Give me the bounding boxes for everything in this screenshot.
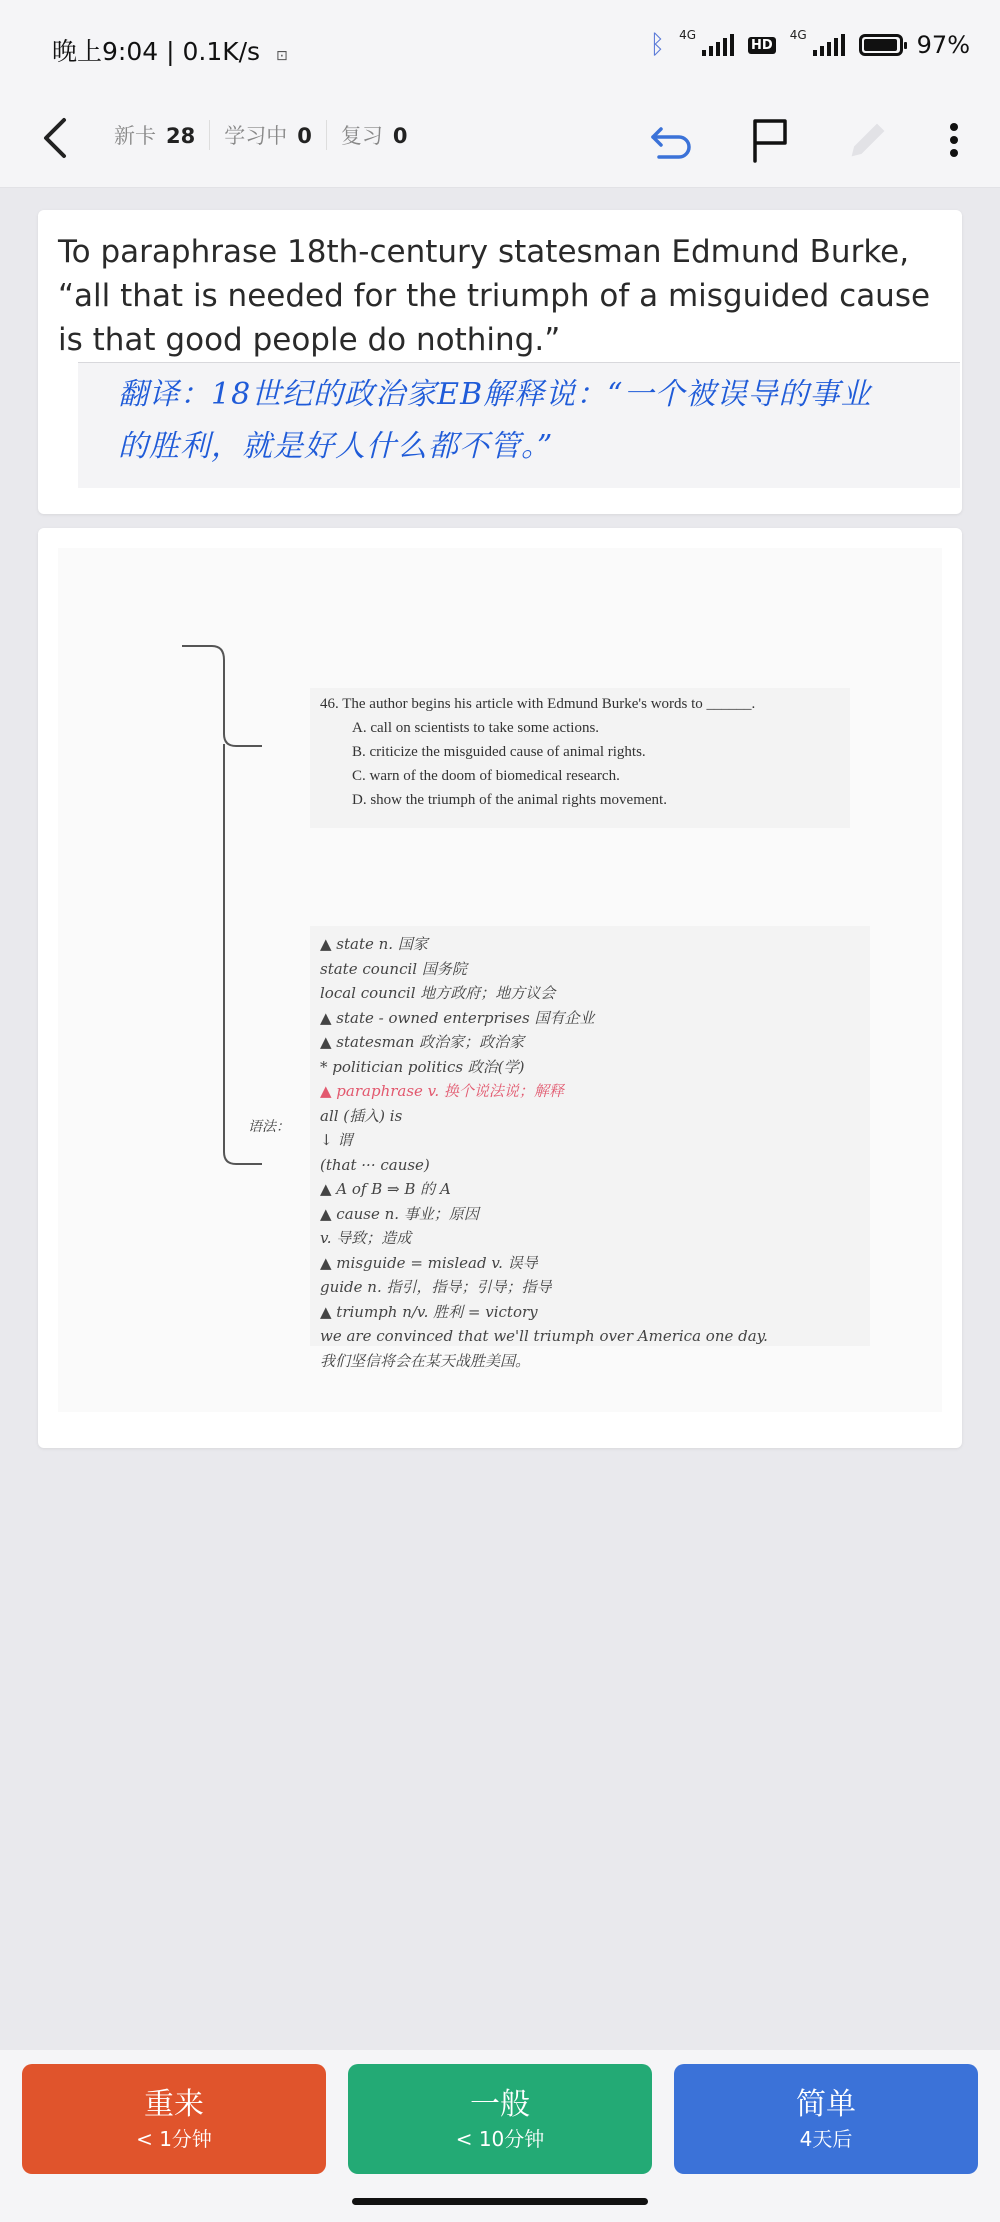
note-line: ↓ 谓 xyxy=(320,1131,353,1149)
option-b: B. criticize the misguided cause of animal rights. xyxy=(352,744,646,760)
learning-label: 学习中 xyxy=(224,124,288,148)
note-line: ▲ paraphrase v. 换个说法说；解释 xyxy=(320,1082,564,1100)
deck-counts xyxy=(114,120,421,150)
network-speed: 0.1K/s xyxy=(182,37,261,66)
question-block xyxy=(310,688,850,828)
bracket-line xyxy=(182,644,262,1174)
option-d: D. show the triumph of the animal rights movement. xyxy=(352,792,667,808)
again-label: 重来 xyxy=(144,2087,204,2122)
good-label: 一般 xyxy=(470,2087,530,2122)
card-front xyxy=(38,210,962,514)
more-icon xyxy=(944,115,964,165)
question-text: 46. The author begins his article with Edmund Burke's words to ______. xyxy=(320,696,756,712)
undo-icon xyxy=(647,115,697,165)
easy-button[interactable] xyxy=(674,2064,978,2174)
note-line: local council 地方政府；地方议会 xyxy=(320,984,556,1002)
hd-badge: HD xyxy=(748,37,776,54)
new-count: 28 xyxy=(166,124,196,148)
review-count-group xyxy=(327,120,422,150)
note-line: ▲ A of B ⇒ B 的 A xyxy=(320,1180,451,1198)
vocabulary-notes xyxy=(310,926,870,1370)
more-button[interactable] xyxy=(926,112,982,168)
home-indicator[interactable] xyxy=(352,2198,648,2205)
new-label: 新卡 xyxy=(114,124,156,148)
card-sentence: To paraphrase 18th-century statesman Edmund Burke, “all that is needed for the triumph of a misguided cause is that good people do nothing.” xyxy=(58,234,931,358)
grammar-label: 语法： xyxy=(248,1119,290,1135)
network-type-left: 4G xyxy=(679,28,697,42)
review-label: 复习 xyxy=(340,124,383,148)
notes-image xyxy=(58,548,942,1412)
good-button[interactable] xyxy=(348,2064,652,2174)
new-count-group xyxy=(114,120,210,150)
status-left: 晚上9:04 | 0.1K/s ⊡ xyxy=(52,37,288,66)
note-line: state council 国务院 xyxy=(320,959,467,978)
pen-icon xyxy=(843,115,893,165)
status-time: 晚上9:04 xyxy=(52,37,159,66)
bluetooth-icon: ᛒ xyxy=(649,30,666,60)
learning-count-group xyxy=(210,120,327,150)
note-line: (that ··· cause) xyxy=(320,1155,430,1174)
answer-bar xyxy=(0,2050,1000,2222)
undo-button[interactable] xyxy=(644,112,700,168)
note-line: all (插入) is xyxy=(320,1106,403,1125)
again-interval: < 1分钟 xyxy=(136,2127,212,2151)
flag-button[interactable] xyxy=(742,112,798,168)
note-line: 我们坚信将会在某天战胜美国。 xyxy=(320,1351,531,1370)
option-a: A. call on scientists to take some actions. xyxy=(352,720,600,736)
again-button[interactable] xyxy=(22,2064,326,2174)
status-right xyxy=(650,30,971,60)
handwritten-translation xyxy=(78,362,960,488)
note-line: ▲ state - owned enterprises 国有企业 xyxy=(320,1008,595,1027)
battery-percent: 97% xyxy=(916,31,970,59)
review-toolbar xyxy=(0,90,1000,188)
signal-icon xyxy=(702,34,734,56)
easy-interval: 4天后 xyxy=(799,2127,853,2151)
learning-count: 0 xyxy=(297,124,312,148)
translation-line-2: 的胜利，就是好人什么都不管。” xyxy=(118,429,554,464)
status-bar xyxy=(0,0,1000,90)
network-type-right: 4G xyxy=(789,28,807,42)
note-line: * politician politics 政治(学) xyxy=(320,1057,525,1076)
note-line: ▲ state n. 国家 xyxy=(320,935,428,953)
note-line: ▲ triumph n/v. 胜利 = victory xyxy=(320,1302,538,1321)
easy-label: 简单 xyxy=(796,2087,856,2122)
signal-icon-2 xyxy=(813,34,845,56)
review-count: 0 xyxy=(392,124,408,148)
edit-button[interactable] xyxy=(840,112,896,168)
flag-icon xyxy=(745,115,795,165)
note-line: ▲ statesman 政治家；政治家 xyxy=(320,1033,525,1051)
good-interval: < 10分钟 xyxy=(455,2127,545,2151)
translation-line-1: 翻译：18世纪的政治家EB解释说：“一个被误导的事业 xyxy=(118,377,872,412)
note-line: ▲ cause n. 事业；原因 xyxy=(320,1204,479,1223)
note-line: guide n. 指引，指导；引导；指导 xyxy=(320,1278,552,1296)
note-line: ▲ misguide = mislead v. 误导 xyxy=(320,1253,538,1272)
note-line: v. 导致；造成 xyxy=(320,1229,412,1247)
back-icon xyxy=(36,110,76,166)
battery-icon xyxy=(859,34,903,56)
back-button[interactable] xyxy=(36,110,86,166)
option-c: C. warn of the doom of biomedical research. xyxy=(352,768,620,784)
note-line: we are convinced that we'll triumph over America one day. xyxy=(320,1327,768,1345)
notification-icon: ⊡ xyxy=(276,48,288,64)
card-back xyxy=(38,528,962,1448)
